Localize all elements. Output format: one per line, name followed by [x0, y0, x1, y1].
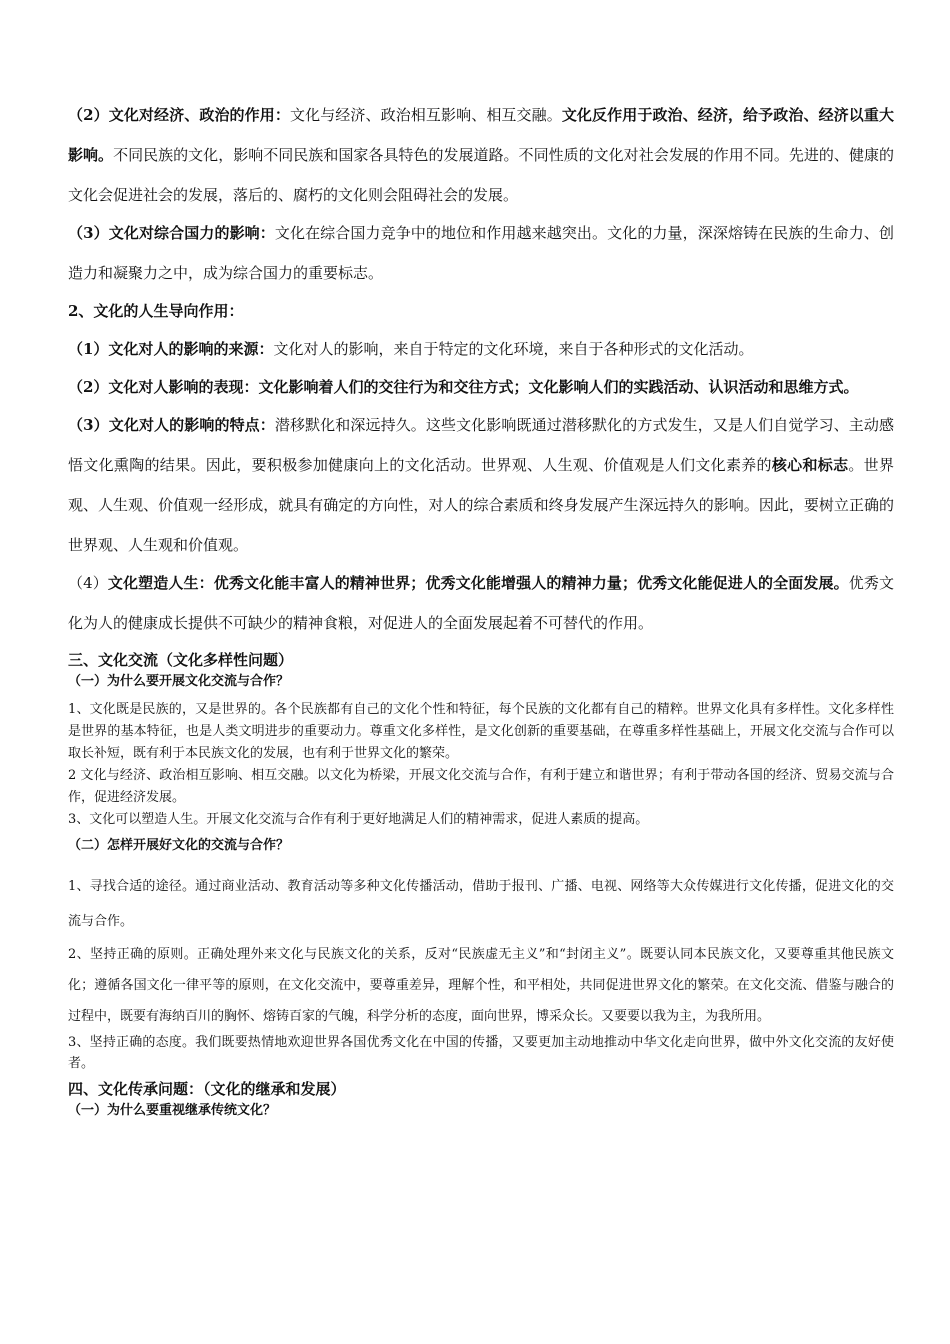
paragraph-culture-economy-politics — [68, 95, 894, 215]
list-item: 1、寻找合适的途径。通过商业活动、教育活动等多种文化传播活动，借助于报刊、广播、电视、网络等大众传媒进行文化传播，促进文化的交流与合作。 — [68, 879, 894, 929]
bold-label: 文化塑造人生：优秀文化能丰富人的精神世界；优秀文化能增强人的精神力量；优秀文化能促进人的全面发展。 — [107, 574, 849, 592]
bold-label: （3）文化对人的影响的特点： — [68, 416, 275, 434]
paragraph-culture-national-power — [68, 213, 894, 293]
subheading-how-exchange: （二）怎样开展好文化的交流与合作？ — [68, 838, 290, 853]
subheading-why-exchange: （一）为什么要开展文化交流与合作？ — [68, 674, 290, 689]
bold-label: （3）文化对综合国力的影响： — [68, 224, 275, 242]
body-text: 文化对人的影响，来自于特定的文化环境，来自于各种形式的文化活动。 — [273, 340, 754, 358]
body-text: 优秀文化为人的健康成长提供不可缺少的精神食粮，对促进人的全面发展起着不可替代的作用。 — [68, 574, 894, 632]
bold-text: 核心和标志 — [771, 456, 849, 474]
list-item: 2 文化与经济、政治相互影响、相互交融。以文化为桥梁，开展文化交流与合作，有利于建立和谐世界；有利于带动各国的经济、贸易交流与合作，促进经济发展。 — [68, 768, 894, 805]
list-item: 3、文化可以塑造人生。开展文化交流与合作有利于更好地满足人们的精神需求，促进人素质的提高。 — [68, 812, 649, 827]
item-prefix: （4） — [68, 574, 108, 592]
body-text: 文化在综合国力竞争中的地位和作用越来越突出。文化的力量，深深熔铸在民族的生命力、创造力和凝聚力之中，成为综合国力的重要标志。 — [68, 224, 894, 282]
list-item: 2、坚持正确的原则。正确处理外来文化与民族文化的关系，反对“民族虚无主义”和“封闭主义”。既要认同本民族文化，又要尊重其他民族文化；遵循各国文化一律平等的原则，在文化交流中，要尊重差异，理解个性，和平相处，共同促进世界文化的繁荣。在文化交流、借鉴与融合的过程中，既要有海纳百川的胸怀、熔铸百家的气魄，科学分析的态度，面向世界，博采众长。又要要以我为主，为我所用。 — [68, 947, 894, 1024]
section-heading-cultural-heritage: 四、文化传承问题：（文化的继承和发展） — [68, 1080, 346, 1098]
section-heading-cultural-exchange: 三、文化交流（文化多样性问题） — [68, 651, 294, 669]
bold-text: 文化反作用于政治、经济，给予政治、经济以重大影响。 — [68, 106, 894, 164]
list-item: 1、文化既是民族的，又是世界的。各个民族都有自己的文化个性和特征，每个民族的文化都有自己的精粹。世界文化具有多样性。文化多样性是世界的基本特征，也是人类文明进步的重要动力。尊重文化多样性，是文化创新的重要基础，在尊重多样性基础上，开展文化交流与合作可以取长补短，既有利于本民族文化的发展，也有利于世界文化的繁荣。 — [68, 702, 894, 761]
document-page — [68, 95, 894, 1122]
bold-label: （1）文化对人的影响的来源： — [68, 340, 274, 358]
section-heading-life-guidance: 2、文化的人生导向作用： — [68, 302, 244, 320]
list-item: 3、坚持正确的态度。我们既要热情地欢迎世界各国优秀文化在中国的传播，又要更加主动地推动中华文化走向世界，做中外文化交流的友好使者。 — [68, 1035, 894, 1071]
body-text: 不同民族的文化，影响不同民族和国家各具特色的发展道路。不同性质的文化对社会发展的作用不同。先进的、健康的文化会促进社会的发展，落后的、腐朽的文化则会阻碍社会的发展。 — [68, 146, 894, 204]
bold-label: （2）文化对经济、政治的作用： — [68, 106, 290, 124]
paragraph-influence-source — [68, 329, 894, 369]
body-text: 文化与经济、政治相互影响、相互交融。 — [289, 106, 562, 124]
paragraph-influence-features — [68, 405, 894, 565]
paragraph-influence-manifestation — [68, 367, 894, 407]
subheading-why-inherit: （一）为什么要重视继承传统文化？ — [68, 1103, 277, 1118]
body-text: 潜移默化和深远持久。这些文化影响既通过潜移默化的方式发生，又是人们自觉学习、主动感悟文化熏陶的结果。因此，要积极参加健康向上的文化活动。世界观、人生观、价值观是人们文化素养的 — [68, 416, 894, 474]
paragraph-culture-shapes-life — [68, 563, 894, 643]
bold-label: （2）文化对人影响的表现：文化影响着人们的交往行为和交往方式；文化影响人们的实践活动、认识活动和思维方式。 — [68, 378, 859, 396]
body-text: 。世界观、人生观、价值观一经形成，就具有确定的方向性，对人的综合素质和终身发展产生深远持久的影响。因此，要树立正确的世界观、人生观和价值观。 — [68, 456, 894, 554]
